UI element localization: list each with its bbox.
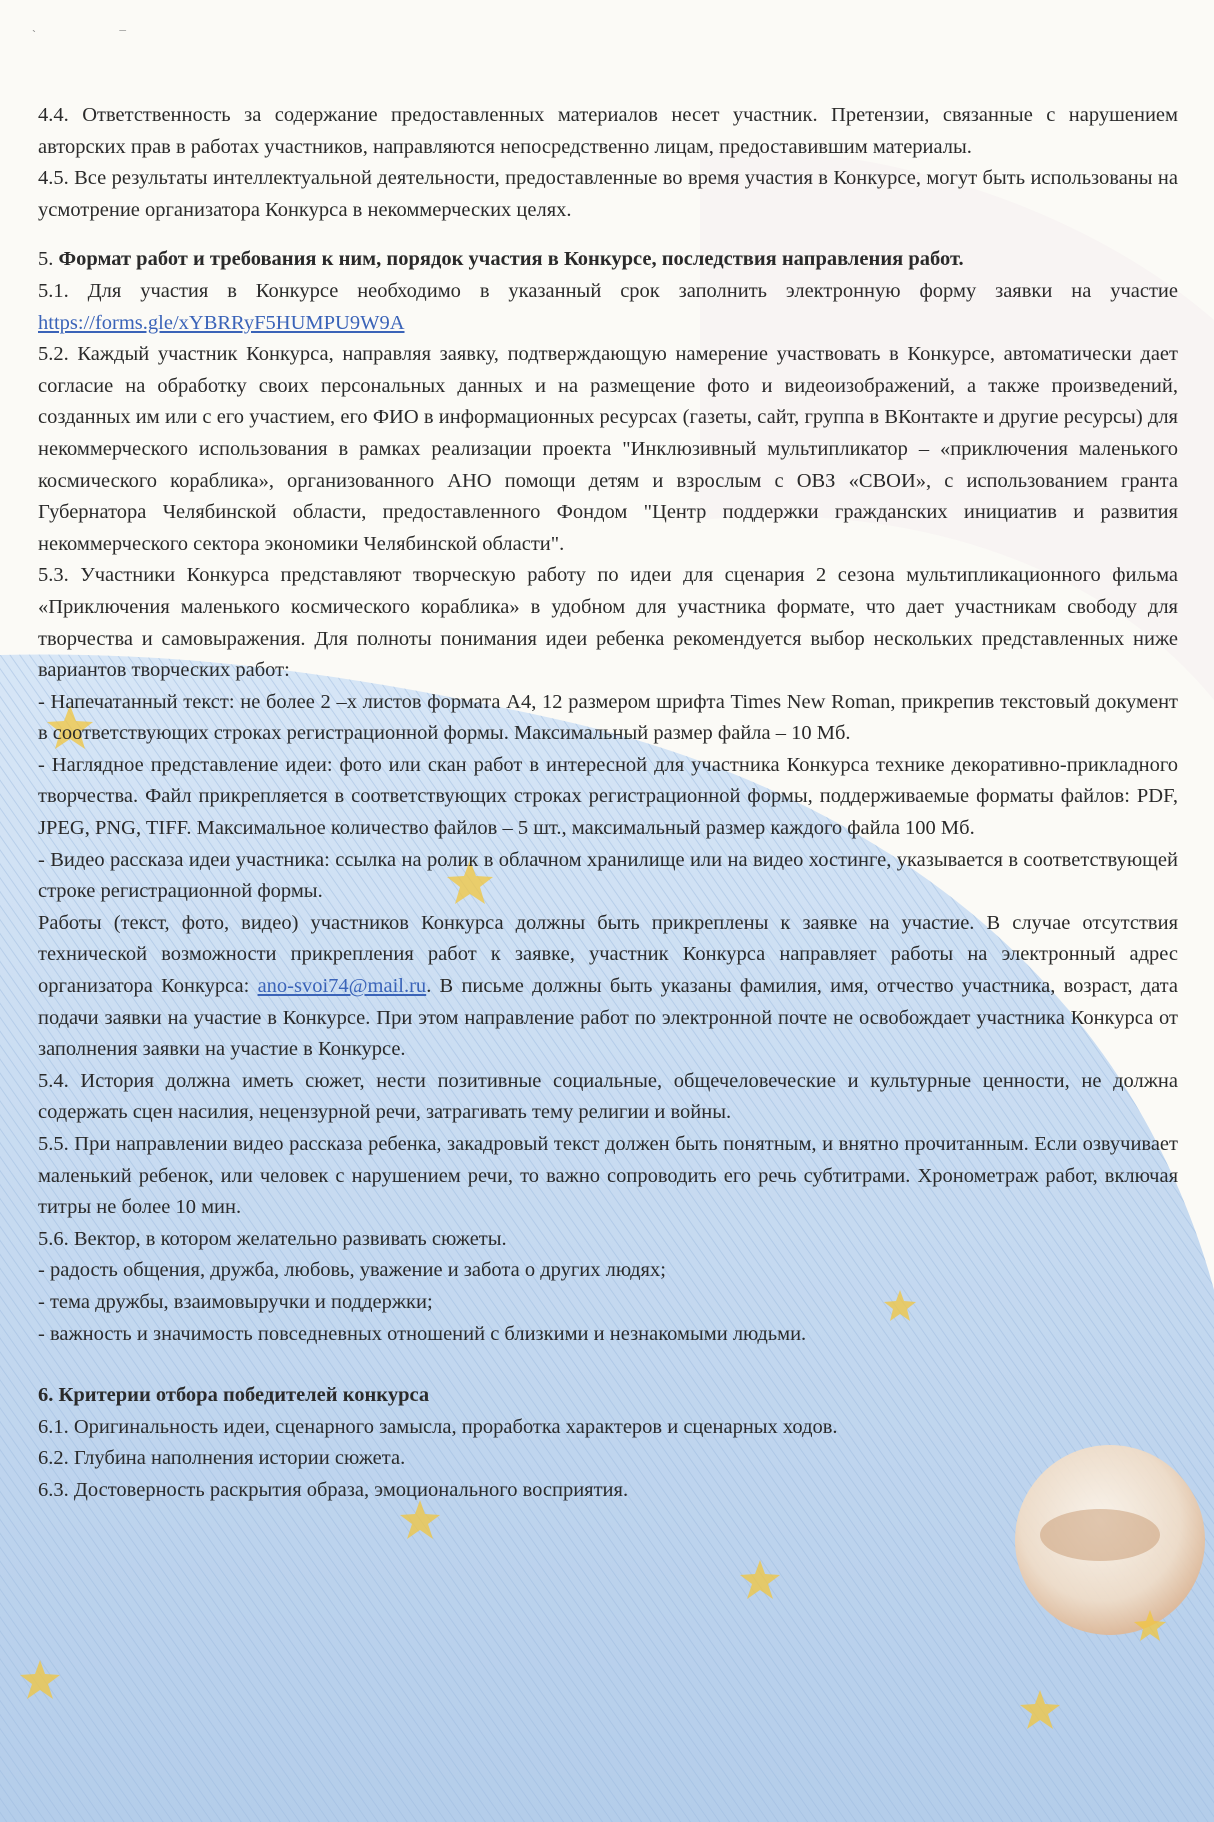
- section-5-title: Формат работ и требования к ним, порядок участия в Конкурсе, последствия направления работ.: [58, 248, 964, 271]
- criteria-item: 6.1. Оригинальность идеи, сценарного замысла, проработка характеров и сценарных ходов.: [38, 1415, 838, 1438]
- plot-vector-item: - тема дружбы, взаимовыручки и поддержки;: [38, 1290, 433, 1313]
- paragraph-5-4: 5.4. История должна иметь сюжет, нести позитивные социальные, общечеловеческие и культурные ценности, не должна содержать сцен насилия, нецензурной речи, затрагивать тему религии и войны.: [38, 1069, 1178, 1124]
- criteria-item: 6.3. Достоверность раскрытия образа, эмоционального восприятия.: [38, 1478, 629, 1501]
- paragraph-5-5: 5.5. При направлении видео рассказа ребенка, закадровый текст должен быть понятным, и внятно прочитанным. Если озвучивает маленький ребенок, или человек с нарушением речи, то важно сопроводить его речь субтитрами. Хронометраж работ, включая титры не более 10 мин.: [38, 1133, 1178, 1219]
- section-5-heading: [38, 244, 1178, 276]
- work-format-item: - Наглядное представление идеи: фото или скан работ в интересной для участника Конкурса технике декоративно-прикладного творчества. Файл прикрепляется в соответствующих строках регистрационной формы, поддерживаемые форматы файлов: PDF, JPEG, PNG, TIFF. Максимальное количество файлов – 5 шт., максимальный размер каждого файла 100 Мб.: [38, 753, 1178, 840]
- work-format-item: - Видео рассказа идеи участника: ссылка на ролик в облачном хранилище или на видео хостинге, указывается в соответствующей строке регистрационной формы.: [38, 848, 1178, 903]
- application-form-link[interactable]: https://forms.gle/xYBRRyF5HUMPU9W9A: [38, 311, 405, 334]
- document-page: [38, 100, 1178, 1507]
- paragraph-5-2: 5.2. Каждый участник Конкурса, направляя заявку, подтверждающую намерение участвовать в Конкурсе, автоматически дает согласие на обработку своих персональных данных и на размещение фото и видеоизображений, а также произведений, созданных им или с его участием, его ФИО в информационных ресурсах (газеты, сайт, группа в ВКонтакте и другие ресурсы) для некоммерческого использования в рамках реализации проекта "Инклюзивный мультипликатор – «приключения маленького космического кораблика», организованного АНО помощи детям и взрослым с ОВЗ «СВОИ», с использованием гранта Губернатора Челябинской области, предоставленного Фондом "Центр поддержки гражданских инициатив и развития некоммерческого сектора экономики Челябинской области".: [38, 343, 1178, 555]
- paragraph-5-1-text: 5.1. Для участия в Конкурсе необходимо в указанный срок заполнить электронную форму заявки на участие: [38, 279, 1178, 302]
- paragraph-works-submission: [38, 908, 1178, 1066]
- scan-marks: ` ¯: [32, 28, 166, 42]
- works-text-a: Работы (текст, фото, видео) участников Конкурса должны быть прикреплены к заявке на участие. В случае отсутствия технической возможности прикрепления работ к заявке, участник Конкурса направляет работы на электронный адрес организатора Конкурса:: [38, 911, 1178, 998]
- paragraph-5-6: 5.6. Вектор, в котором желательно развивать сюжеты.: [38, 1227, 507, 1250]
- paragraph-4-4: 4.4. Ответственность за содержание предоставленных материалов несет участник. Претензии, связанные с нарушением авторских прав в работах участников, направляются непосредственно лицам, предоставившим материалы.: [38, 104, 1178, 158]
- section-6-heading: 6. Критерии отбора победителей конкурса: [38, 1384, 430, 1407]
- paragraph-4-5: 4.5. Все результаты интеллектуальной деятельности, предоставленные во время участия в Конкурсе, могут быть использованы на усмотрение организатора Конкурса в некоммерческих целях.: [38, 167, 1178, 221]
- plot-vector-item: - важность и значимость повседневных отношений с близкими и незнакомыми людьми.: [38, 1322, 807, 1345]
- paragraph-5-1: [38, 276, 1178, 339]
- paragraph-5-3: 5.3. Участники Конкурса представляют творческую работу по идеи для сценария 2 сезона мультипликационного фильма «Приключения маленького космического кораблика» в удобном для участника формате, что дает участникам свободу для творчества и самовыражения. Для полноты понимания идеи ребенка рекомендуется выбор нескольких представленных ниже вариантов творческих работ:: [38, 564, 1178, 682]
- organizer-email-link[interactable]: ano-svoi74@mail.ru: [257, 975, 427, 998]
- criteria-item: 6.2. Глубина наполнения истории сюжета.: [38, 1447, 406, 1470]
- section-5-number: 5.: [38, 248, 59, 271]
- plot-vector-item: - радость общения, дружба, любовь, уважение и забота о других людях;: [38, 1259, 666, 1282]
- work-format-item: - Напечатанный текст: не более 2 –х листов формата А4, 12 размером шрифта Times New Roman, прикрепив текстовый документ в соответствующих строках регистрационной формы. Максимальный размер файла – 10 Мб.: [38, 690, 1178, 745]
- works-text-b: . В письме должны быть указаны фамилия, имя, отчество участника, возраст, дата подачи заявки на участие в Конкурсе. При этом направление работ по электронной почте не освобождает участника Конкурса от заполнения заявки на участие в Конкурсе.: [38, 975, 1178, 1061]
